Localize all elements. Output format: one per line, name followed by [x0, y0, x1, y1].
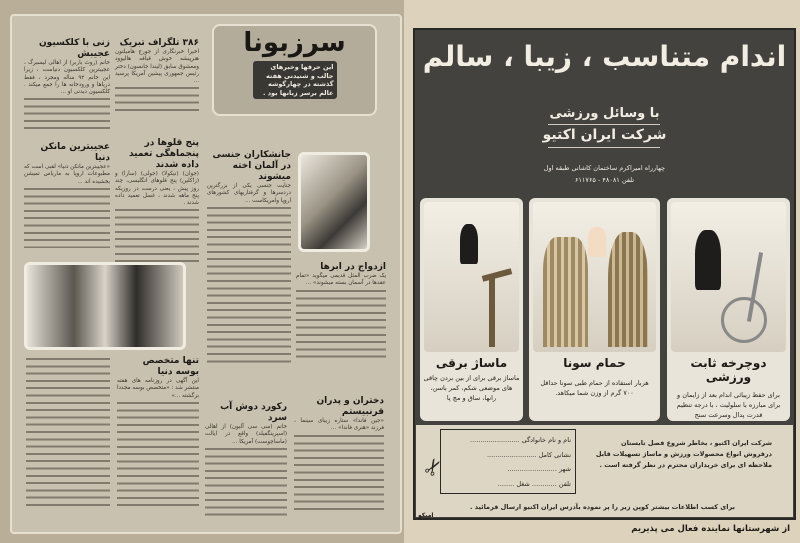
body-text-lines: [117, 400, 199, 510]
body-text-lines: [115, 207, 199, 265]
massager-image: [424, 202, 519, 352]
article-body: یک ضرب المثل قدیمی میگوید «تمام عقدها در آسمان بسته میشوند» ...: [296, 273, 386, 287]
article-body: (جوان) (نیکولا) (جولی) (سارا) و (زاکلین) پنج قلوهای انگلیسی، چند روز پیش ، یعنی درست در روزیکه پنج ماهه شدند ، غسل تعمید داده شدند .: [115, 171, 199, 207]
ad-address: چهارراه امیراکرم ساختمان کاشانی طبقه اول: [543, 164, 666, 172]
article: [117, 356, 199, 510]
article: [205, 402, 287, 516]
divider: [548, 147, 660, 148]
coupon-form[interactable]: [440, 429, 576, 494]
article-title: تنها متخصص بوسه دنیا: [142, 356, 199, 377]
article-title: پنج قلوها در پنجماهگی تعمید داده شدند: [128, 138, 199, 170]
product-title: حمام سونا: [563, 356, 626, 370]
article: [24, 38, 110, 132]
article: [207, 150, 291, 365]
photo-kiss: [24, 262, 186, 350]
ad-cta: برای کسب اطلاعات بیشتر کوپن زیر را پر نموده بآدرس ایران اکتیو ارسال فرمائید .: [470, 503, 735, 511]
product-title: دوچرخه ثابت ورزشی: [690, 356, 767, 384]
article-title: ازدواج در ابرها: [320, 262, 386, 272]
ad-phone: تلفن ۴۸۰۸۱ - ۶۱۱۷۶۵: [574, 176, 635, 184]
article-body: «عجیبترین مانکن دنیا» لقبی است که مطبوعات اروپا به ماریاس تمیشن بخشیده اند ...: [24, 164, 110, 185]
article: [115, 138, 199, 265]
product-desc: هربار استفاده از حمام طبی سونا حداقل ۷۰۰ گرم از وزن شما میکاهد.: [540, 379, 649, 397]
product-desc: ماساژ برقی برای از بین بردن چاقی های موضعی شکم، کمر باسن، رانها، ساق و مچ پا: [423, 374, 520, 402]
article: [24, 142, 110, 248]
body-text-lines: [296, 288, 386, 358]
article-title: دختران و پدران قرنبیستم: [316, 396, 384, 417]
article: [26, 356, 110, 506]
feature-title: سرزبونا: [243, 28, 346, 58]
body-text-lines: [24, 186, 110, 248]
ad-footer: از شهرستانها نماینده فعال می پذیریم: [631, 524, 790, 534]
article-body: خانم (روث باربر) از اهالی لیسبرگ ، عجیبترین کلکسیون دنیاست ، زیرا این خانم ۹۲ ساله ومجرد ، فقط دریاها و ورودخانه ها را جمع میکند . کلکسیون دیدنی او ...: [24, 60, 110, 96]
article-title: زنی با کلکسیون عجیبش: [39, 38, 110, 59]
article: [115, 38, 199, 115]
body-text-lines: [115, 85, 199, 115]
coupon-address-field[interactable]: نشانی کامل ........................: [486, 450, 571, 459]
sauna-image: [533, 202, 656, 352]
article-body: این آگهی در روزنامه های هفته منتشر شد : «متخصص بوسه مجددا برگشته ...»: [117, 378, 199, 399]
article-body: اخیرا خبرنگاری از جورج هامیلتون هنرپیشه خوش قیافه هالیوود ومعشوق سابق (لیندا جانسون) دختر رئیس جمهوری پیشین آمریکا پرسید ...: [115, 49, 199, 85]
product-card-massager: [420, 198, 523, 421]
coupon-city-field[interactable]: شهر ........................: [507, 465, 571, 473]
photo-couple-airport: [298, 152, 370, 252]
agency-logo: امیکو: [418, 512, 434, 519]
product-title: ماساژ برقی: [435, 356, 508, 370]
body-text-lines: [294, 433, 384, 513]
product-desc: برای حفظ زیبائی اندام بعد از زایمان و برای مبارزه با سلولیت ، با درجه تنظیم قدرت پدال وسرعت سنج: [676, 391, 781, 419]
article-title: ۳۸۶ تلگراف تبریک: [119, 38, 199, 48]
article-title: عجیبترین مانکن دنیا: [40, 142, 110, 163]
body-text-lines: [205, 446, 287, 516]
bike-image: [671, 202, 786, 352]
article: [296, 262, 386, 358]
feature-intro: این حرفها وخبرهای جالب و شنیدنی هفته گذشته در چهارگوشه عالم برسر زبانها بود .: [253, 61, 337, 99]
coupon-name-field[interactable]: نام و نام خانوادگی ........................: [470, 436, 571, 444]
product-card-bike: [667, 198, 790, 421]
product-card-sauna: [529, 198, 660, 421]
article-body: خانم (سی سی آلبون) از اهالی (اسپرینگفیلد) واقع در ایالت (ماساچوست) آمریکا ...: [205, 424, 287, 445]
article-title: جانشکاران جنسی در آلمان اخته میشوند: [212, 150, 291, 182]
ad-company: شرکت ایران اکتیو: [542, 127, 667, 143]
coupon-phone-field[interactable]: تلفن ............ شغل ........: [497, 479, 571, 488]
ad-subheadline: با وسائل ورزشی: [549, 106, 660, 121]
article-body: جنایت جنسی یکی از بزرگترین دردسرها و گرفتاریهای کشورهای اروپا وامریکاست ...: [207, 183, 291, 204]
ad-headline: اندام متناسب ، زیبا ، سالم: [422, 40, 787, 73]
body-text-lines: [26, 356, 110, 506]
feature-box: [212, 24, 377, 116]
article: [294, 396, 384, 513]
divider: [548, 124, 660, 125]
body-text-lines: [207, 205, 291, 365]
ad-promo: شرکت ایران اکتیو ، بخاطر شروع فصل تابستان درفروش انواع محصولات ورزش و ماساژ تسهیلات قابل ملاحظه ای برای خریداران محترم در نظر گرفته است .: [595, 439, 772, 469]
scissors-icon: ✂: [418, 453, 450, 482]
body-text-lines: [24, 96, 110, 132]
article-body: «جین فاندا» ستاره زیبای سینما ، فرزند «هنری فاندا» ...: [294, 418, 384, 432]
article-title: رکورد دوش آب سرد: [220, 402, 287, 423]
